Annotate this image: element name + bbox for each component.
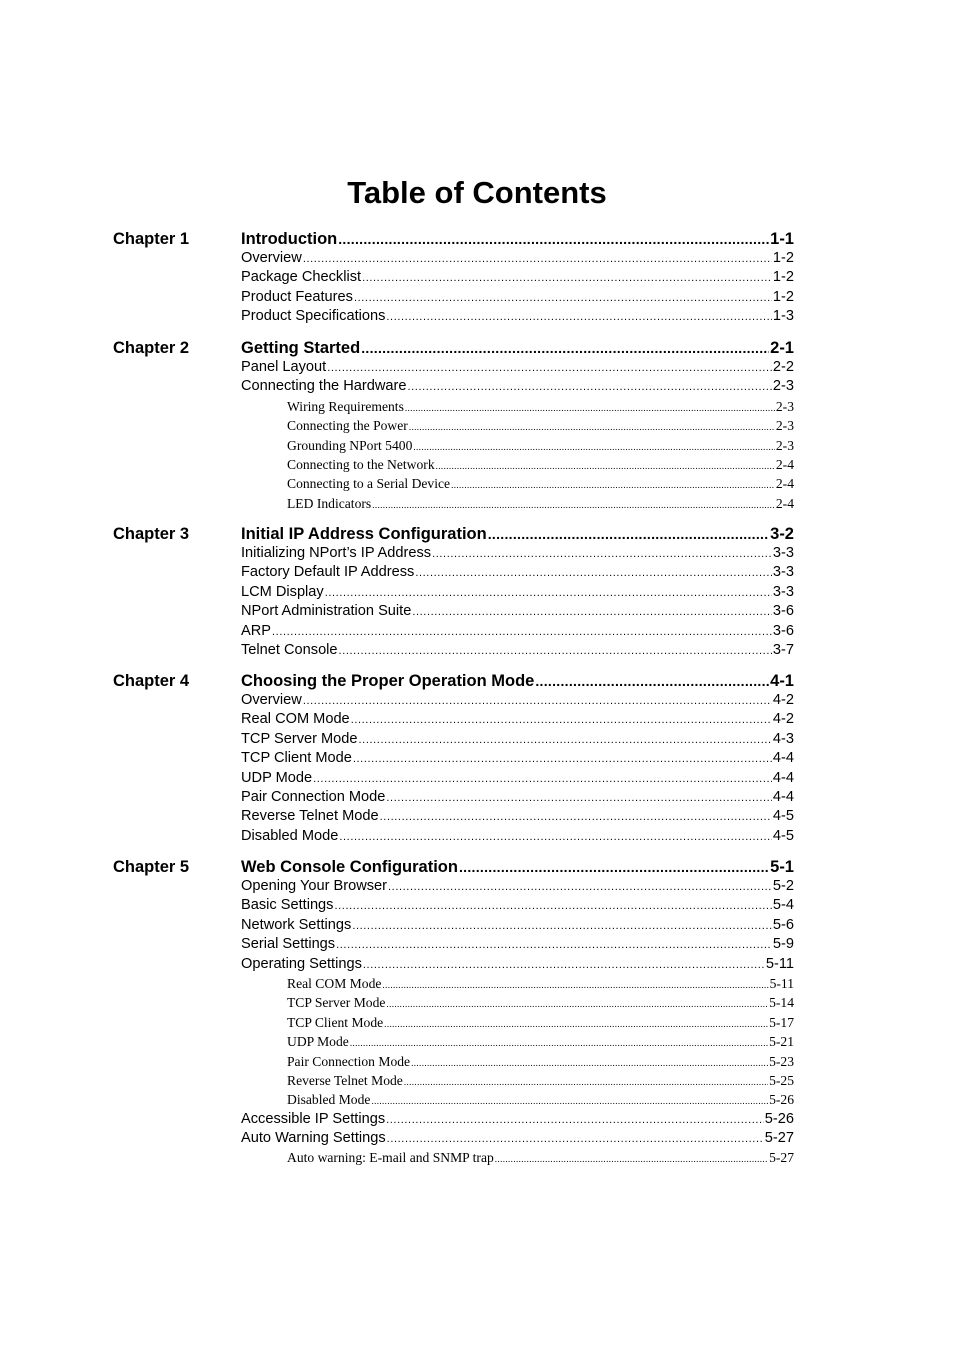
toc-entry[interactable]: Serial Settings ..... 5-9 — [241, 935, 794, 954]
toc-chapter-5 — [0, 858, 954, 1168]
toc-subentry[interactable]: UDP Mode ..... 5-21 — [287, 1032, 794, 1051]
toc-entry[interactable]: Basic Settings ..... 5-4 — [241, 896, 794, 915]
chapter-label: Chapter 4 — [113, 672, 190, 690]
toc-chapter-heading[interactable]: Choosing the Proper Operation Mode ..... 4-1 — [241, 672, 794, 691]
toc-subentry[interactable]: Connecting to the Network ..... 2-4 — [287, 455, 794, 474]
toc-entry[interactable]: Factory Default IP Address ..... 3-3 — [241, 563, 794, 582]
toc-entry[interactable]: Opening Your Browser ..... 5-2 — [241, 877, 794, 896]
toc-entry[interactable]: LCM Display ..... 3-3 — [241, 583, 794, 602]
toc-entry[interactable]: TCP Client Mode ..... 4-4 — [241, 749, 794, 768]
chapter-label: Chapter 1 — [113, 230, 190, 248]
toc-chapter-heading[interactable]: Getting Started ..... 2-1 — [241, 339, 794, 358]
toc-chapter-heading[interactable]: Web Console Configuration ..... 5-1 — [241, 858, 794, 877]
toc-entry[interactable]: Auto Warning Settings ..... 5-27 — [241, 1129, 794, 1148]
toc-subentry[interactable]: TCP Server Mode ..... 5-14 — [287, 993, 794, 1012]
toc-chapter-heading[interactable]: Introduction ..... 1-1 — [241, 230, 794, 249]
toc-chapter-4 — [0, 672, 954, 846]
toc-entry[interactable]: Product Specifications ..... 1-3 — [241, 307, 794, 326]
toc-subentry[interactable]: TCP Client Mode ..... 5-17 — [287, 1013, 794, 1032]
toc-entry[interactable]: TCP Server Mode ..... 4-3 — [241, 730, 794, 749]
toc-chapter-3 — [0, 525, 954, 660]
toc-entry[interactable]: Initializing NPort’s IP Address ..... 3-3 — [241, 544, 794, 563]
toc-entry[interactable]: Overview ..... 4-2 — [241, 691, 794, 710]
toc-entry[interactable]: Real COM Mode ..... 4-2 — [241, 710, 794, 729]
toc-subentry[interactable]: Pair Connection Mode ..... 5-23 — [287, 1052, 794, 1071]
toc-entry[interactable]: Operating Settings ..... 5-11 — [241, 955, 794, 974]
toc-chapter-2 — [0, 339, 954, 513]
toc-subentry[interactable]: Connecting the Power ..... 2-3 — [287, 416, 794, 435]
toc-subentry[interactable]: Grounding NPort 5400 ..... 2-3 — [287, 436, 794, 455]
toc-entry[interactable]: Telnet Console ..... 3-7 — [241, 641, 794, 660]
page-title: Table of Contents — [347, 175, 607, 210]
toc-subentry[interactable]: Connecting to a Serial Device ..... 2-4 — [287, 474, 794, 493]
toc-entry[interactable]: Panel Layout ..... 2-2 — [241, 358, 794, 377]
toc-entry[interactable]: Reverse Telnet Mode ..... 4-5 — [241, 807, 794, 826]
toc-chapter-heading[interactable]: Initial IP Address Configuration ..... 3-2 — [241, 525, 794, 544]
toc-entry[interactable]: Package Checklist ..... 1-2 — [241, 268, 794, 287]
toc-chapter-1 — [0, 230, 954, 327]
chapter-label: Chapter 2 — [113, 339, 190, 357]
toc-entry[interactable]: NPort Administration Suite ..... 3-6 — [241, 602, 794, 621]
toc-subentry[interactable]: Disabled Mode ..... 5-26 — [287, 1090, 794, 1109]
toc-entry[interactable]: Network Settings ..... 5-6 — [241, 916, 794, 935]
toc-subentry[interactable]: Wiring Requirements ..... 2-3 — [287, 397, 794, 416]
toc-entry[interactable]: Connecting the Hardware ..... 2-3 — [241, 377, 794, 396]
toc-entry[interactable]: Accessible IP Settings ..... 5-26 — [241, 1110, 794, 1129]
toc-entry[interactable]: Product Features ..... 1-2 — [241, 288, 794, 307]
toc-entry[interactable]: Disabled Mode ..... 4-5 — [241, 827, 794, 846]
toc-subentry[interactable]: Reverse Telnet Mode ..... 5-25 — [287, 1071, 794, 1090]
toc-entry[interactable]: Pair Connection Mode ..... 4-4 — [241, 788, 794, 807]
toc-subentry[interactable]: LED Indicators ..... 2-4 — [287, 494, 794, 513]
toc-entry[interactable]: Overview ..... 1-2 — [241, 249, 794, 268]
chapter-label: Chapter 5 — [113, 858, 190, 876]
toc-entry[interactable]: UDP Mode ..... 4-4 — [241, 769, 794, 788]
chapter-label: Chapter 3 — [113, 525, 190, 543]
toc-subentry[interactable]: Real COM Mode ..... 5-11 — [287, 974, 794, 993]
toc-subentry[interactable]: Auto warning: E-mail and SNMP trap ..... 5-27 — [287, 1148, 794, 1167]
toc-entry[interactable]: ARP ..... 3-6 — [241, 622, 794, 641]
